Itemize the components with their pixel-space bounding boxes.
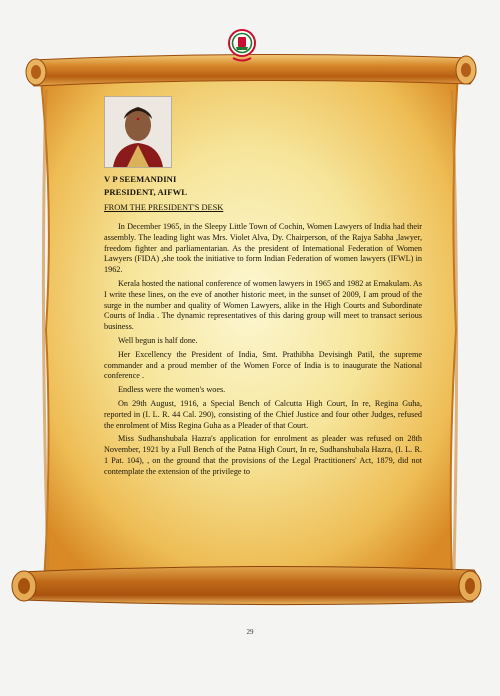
paragraph: In December 1965, in the Sleepy Little Town of Cochin, Women Lawyers of India had their assembly. The leading light was Mrs. Violet Alva, Dy. Chairperson, of the Rajya Sabha ,lawyer, freedom fighter and parliamentarian. As the president of International Federation of Women Lawyers (FIDA) ,she took the initiative to form Indian Federation of women lawyers (IFWL) in 1962. xyxy=(104,222,422,275)
president-name: V P SEEMANDINI xyxy=(104,174,177,184)
president-message xyxy=(60,86,438,586)
paragraph: Her Excellency the President of India, Smt. Prathibha Devisingh Patil, the supreme commander and a proud member of the Women Force of India is to inaugurate the National conference . xyxy=(104,349,422,381)
page-number: 29 xyxy=(246,628,254,636)
section-heading: FROM THE PRESIDENT'S DESK xyxy=(104,203,224,212)
president-title: PRESIDENT, AIFWL xyxy=(104,187,188,197)
paragraph: Endless were the women's woes. xyxy=(118,385,226,395)
message-body xyxy=(104,222,422,481)
paragraph: Kerala hosted the national conference of women lawyers in 1965 and 1982 at Ernakulam. As I write these lines, on the eve of another historic meet, in the sunset of 2009, I am proud of the surge in the number and quality of Women Lawyers, alike in the High Courts and Subordinate Courts of India . The dynamic representatives of this daring group will meet to transact serious business. xyxy=(104,278,422,332)
paragraph: Miss Sudhanshubala Hazra's application for enrolment as pleader was refused on 28th November, 1921 by a Full Bench of the Patna High Court, In re, Sudhanshubala Hazra, (I. L. R. 1 Pat. 104), , on the ground that the provisions of the Legal Practitioners' Act, 1879, did not contemplate the extension of the privilege to xyxy=(104,434,422,476)
association-logo xyxy=(227,27,257,65)
paragraph: Well begun is half done. xyxy=(118,335,198,345)
president-portrait xyxy=(104,96,172,168)
paragraph: On 29th August, 1916, a Special Bench of Calcutta High Court, In re, Regina Guha, reported in (I. L. R. 44 Cal. 290), consisting of the Chief Justice and four other Judges, refused the enrolment of Miss Regina Guha as a Pleader of that Court. xyxy=(104,398,422,430)
